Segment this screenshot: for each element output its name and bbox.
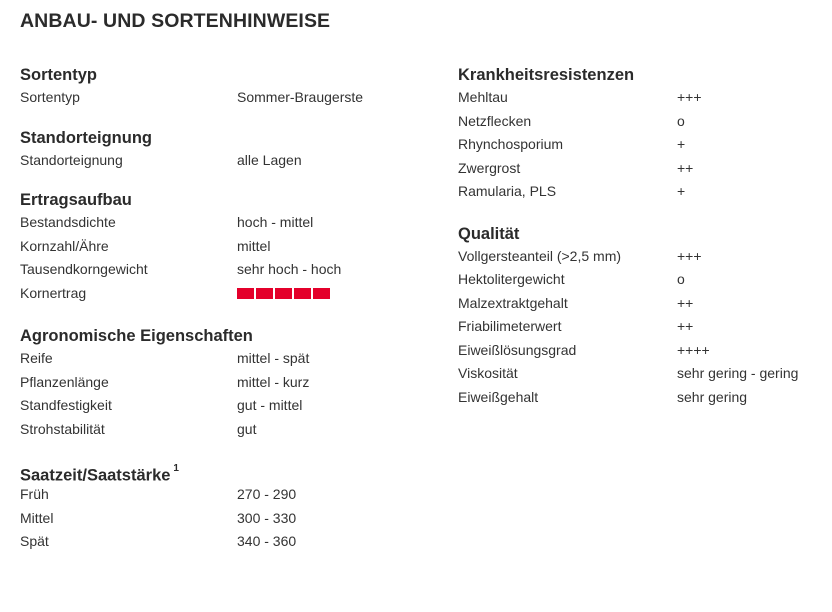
right-column xyxy=(458,64,832,409)
row-label: Mehltau xyxy=(458,89,508,105)
row-value: mittel - spät xyxy=(237,350,310,366)
table-row xyxy=(20,483,430,507)
row-label: Hektolitergewicht xyxy=(458,271,565,287)
table-row xyxy=(20,149,430,173)
row-label: Eiweißlösungsgrad xyxy=(458,341,577,358)
row-label: Sortentyp xyxy=(20,89,80,105)
table-row xyxy=(20,211,430,235)
section-title-text: Saatzeit/Saatstärke xyxy=(20,466,171,485)
table-row xyxy=(458,157,832,181)
table-row xyxy=(458,362,832,386)
section-title: Agronomische Eigenschaften xyxy=(20,327,253,345)
table-row xyxy=(458,315,832,339)
row-value: ++ xyxy=(677,294,694,311)
table-row xyxy=(458,339,832,363)
section-krankheitsresistenzen xyxy=(458,64,832,204)
table-row xyxy=(20,507,430,531)
row-value: o xyxy=(677,271,685,287)
section-ertragsaufbau xyxy=(20,189,430,305)
rating-square-icon xyxy=(294,288,311,299)
table-row xyxy=(458,110,832,134)
section-title: Sortentyp xyxy=(20,66,98,84)
table-row xyxy=(458,268,832,292)
row-label: Spät xyxy=(20,533,49,549)
section-saatzeit-saatstaerke xyxy=(20,461,430,554)
table-row xyxy=(458,292,832,316)
row-value: mittel - kurz xyxy=(237,373,310,390)
row-label: Malzextraktgehalt xyxy=(458,294,568,311)
table-row xyxy=(20,282,430,306)
table-row xyxy=(20,86,430,110)
row-value: ++++ xyxy=(677,341,710,358)
row-value: ++ xyxy=(677,159,694,176)
row-value: + xyxy=(677,136,686,152)
row-value: alle Lagen xyxy=(237,151,302,168)
row-value: ++ xyxy=(677,318,694,334)
row-label: Tausendkorngewicht xyxy=(20,261,148,277)
row-label: Rhynchosporium xyxy=(458,136,564,152)
rating-squares xyxy=(237,282,430,306)
section-sortentyp xyxy=(20,64,430,110)
table-row xyxy=(458,245,832,269)
section-title: Standorteignung xyxy=(20,128,152,147)
table-row xyxy=(20,235,430,259)
table-row xyxy=(458,386,832,410)
row-label: Eiweißgehalt xyxy=(458,388,539,405)
section-title: Qualität xyxy=(458,224,520,243)
table-row xyxy=(458,133,832,157)
table-row xyxy=(20,418,430,442)
row-label: Strohstabilität xyxy=(20,420,105,437)
section-agronomische-eigenschaften xyxy=(20,325,430,441)
row-value: mittel xyxy=(237,237,271,254)
row-value: o xyxy=(677,112,685,129)
row-label: Netzflecken xyxy=(458,112,532,129)
row-value: sehr gering - gering xyxy=(677,365,799,381)
section-title xyxy=(20,461,430,483)
page-title: ANBAU- UND SORTENHINWEISE xyxy=(20,10,331,32)
row-value: hoch - mittel xyxy=(237,214,314,230)
row-label: Standfestigkeit xyxy=(20,397,112,413)
row-value: + xyxy=(677,183,686,199)
section-standorteignung xyxy=(20,127,430,173)
table-row xyxy=(20,371,430,395)
row-label: Früh xyxy=(20,486,49,502)
row-label: Friabilimeterwert xyxy=(458,318,562,334)
row-label: Ramularia, PLS xyxy=(458,183,557,199)
table-row xyxy=(458,180,832,204)
row-value: 340 - 360 xyxy=(237,533,297,549)
row-value: sehr gering xyxy=(677,388,748,405)
row-value: gut - mittel xyxy=(237,397,303,413)
row-label: Mittel xyxy=(20,509,54,526)
section-title: Ertragsaufbau xyxy=(20,191,132,209)
rating-square-icon xyxy=(275,288,292,299)
row-label: Vollgersteanteil (>2,5 mm) xyxy=(458,247,622,264)
table-row xyxy=(20,258,430,282)
row-value: 300 - 330 xyxy=(237,509,297,526)
row-value: gut xyxy=(237,420,257,437)
table-row xyxy=(458,86,832,110)
table-row xyxy=(20,530,430,554)
row-label: Kornertrag xyxy=(20,284,87,301)
left-column xyxy=(20,64,430,554)
rating-square-icon xyxy=(256,288,273,299)
row-value: 270 - 290 xyxy=(237,486,297,502)
row-label: Viskosität xyxy=(458,365,518,381)
row-value: +++ xyxy=(677,247,702,264)
table-row xyxy=(20,394,430,418)
rating-square-icon xyxy=(313,288,330,299)
row-label: Bestandsdichte xyxy=(20,214,116,230)
row-label: Zwergrost xyxy=(458,159,521,176)
row-label: Reife xyxy=(20,350,53,366)
row-label: Pflanzenlänge xyxy=(20,373,109,390)
rating-square-icon xyxy=(237,288,254,299)
row-label: Kornzahl/Ähre xyxy=(20,237,109,254)
footnote-marker: 1 xyxy=(173,463,179,474)
table-row xyxy=(20,347,430,371)
row-value: Sommer-Braugerste xyxy=(237,89,364,105)
section-qualitaet xyxy=(458,223,832,410)
row-value: sehr hoch - hoch xyxy=(237,261,342,277)
row-value: +++ xyxy=(677,89,702,105)
section-title: Krankheitsresistenzen xyxy=(458,66,635,84)
row-label: Standorteignung xyxy=(20,151,123,168)
